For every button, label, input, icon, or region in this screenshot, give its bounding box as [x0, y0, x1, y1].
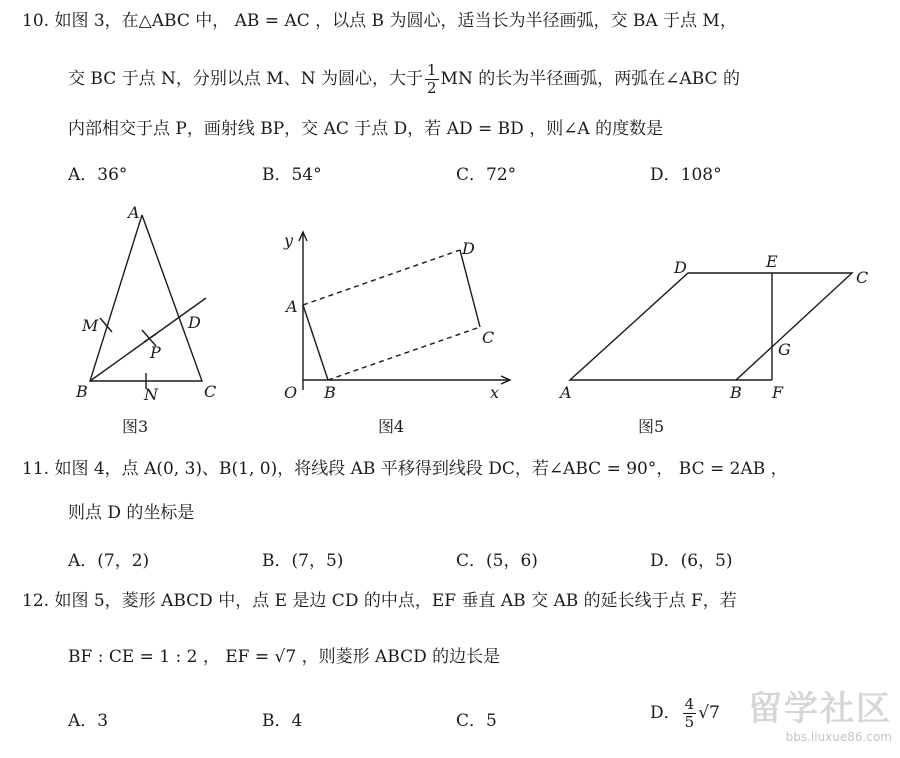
q11-option-c: C．(5，6): [456, 551, 538, 571]
fraction-denominator: 5: [684, 713, 695, 731]
fig3-label-b: B: [76, 382, 88, 401]
segment-ab: [303, 305, 328, 380]
q10-line-2-part-b: MN 的长为半径画弧，两弧在∠ABC 的: [440, 69, 740, 89]
watermark-logo: 留学社区: [748, 689, 892, 729]
fraction-denominator: 2: [427, 79, 437, 97]
q12-option-d: [650, 696, 720, 731]
fig5-label-d: D: [674, 258, 687, 277]
q11-option-a: A．(7，2): [68, 551, 150, 571]
q10-line-2-part-a: 交 BC 于点 N，分别以点 M、N 为圆心，大于: [68, 69, 423, 89]
fig4-label-c: C: [482, 328, 495, 347]
q12-option-b: B．4: [262, 711, 303, 731]
q11-option-b: B．(7，5): [262, 551, 344, 571]
fig3-label-a: A: [128, 203, 140, 222]
half-fraction: [425, 62, 439, 97]
fraction-numerator: 1: [427, 61, 437, 79]
figure-5: [550, 250, 880, 410]
fig3-label-m: M: [82, 316, 99, 335]
q12-option-a: A．3: [68, 711, 109, 731]
q10-option-c: C．72°: [456, 165, 517, 185]
fig5-label-a: A: [560, 383, 572, 402]
fig4-label-y: y: [284, 231, 294, 250]
q10-line-3: 内部相交于点 P，画射线 BP，交 AC 于点 D，若 AD = BD ，则∠A 的度数是: [68, 119, 664, 139]
q10-option-d: D．108°: [650, 165, 722, 185]
fig4-label-a: A: [286, 297, 298, 316]
q12-option-c: C．5: [456, 711, 497, 731]
triangle-abc: [90, 215, 202, 381]
fig5-label-g: G: [778, 340, 791, 359]
q12-option-d-root: √7: [698, 703, 720, 723]
fig3-caption: 图3: [122, 417, 149, 436]
q10-line-1: 10. 如图 3，在△ABC 中， AB = AC ，以点 B 为圆心，适当长为半径画弧，交 BA 于点 M，: [22, 11, 737, 31]
figure-3: [70, 200, 230, 410]
fig4-label-o: O: [284, 383, 298, 402]
fraction-numerator: 4: [684, 695, 695, 713]
fig4-label-b: B: [324, 383, 336, 402]
dashed-ad: [303, 250, 460, 305]
q12-option-d-fraction: [683, 696, 697, 731]
q10-option-a: A．36°: [68, 165, 128, 185]
figure-4: [270, 220, 520, 410]
watermark: [748, 681, 892, 744]
dashed-bc: [328, 327, 480, 380]
q10-option-b: B．54°: [262, 165, 322, 185]
q11-line-1: 11. 如图 4，点 A(0, 3)、B(1, 0)，将线段 AB 平移得到线段 DC，若∠ABC = 90°， BC = 2AB ，: [22, 459, 788, 479]
fig3-label-c: C: [204, 382, 217, 401]
fig4-label-x: x: [490, 383, 500, 402]
q12-line-1: 12. 如图 5，菱形 ABCD 中，点 E 是边 CD 的中点，EF 垂直 AB 交 AB 的延长线于点 F，若: [22, 591, 737, 611]
fig4-label-d: D: [462, 239, 475, 258]
fig5-label-f: F: [772, 383, 784, 402]
fig3-label-n: N: [144, 385, 158, 404]
q11-line-2: 则点 D 的坐标是: [68, 503, 195, 523]
q11-option-d: D．(6，5): [650, 551, 733, 571]
fig4-caption: 图4: [378, 417, 405, 436]
fig5-label-e: E: [766, 252, 778, 271]
segment-dc: [460, 250, 480, 327]
watermark-url: bbs.liuxue86.com: [785, 730, 892, 744]
fig3-label-p: P: [150, 343, 161, 362]
q12-line-2: BF : CE = 1 : 2 ， EF = √7 ，则菱形 ABCD 的边长是: [68, 647, 501, 667]
fig5-label-c: C: [856, 268, 869, 287]
fig5-caption: 图5: [638, 417, 665, 436]
fig3-label-d: D: [188, 313, 201, 332]
q10-line-2: [68, 62, 740, 97]
rhombus-abcd: [570, 273, 852, 380]
fig5-label-b: B: [730, 383, 742, 402]
q12-option-d-prefix: D．: [650, 703, 681, 723]
